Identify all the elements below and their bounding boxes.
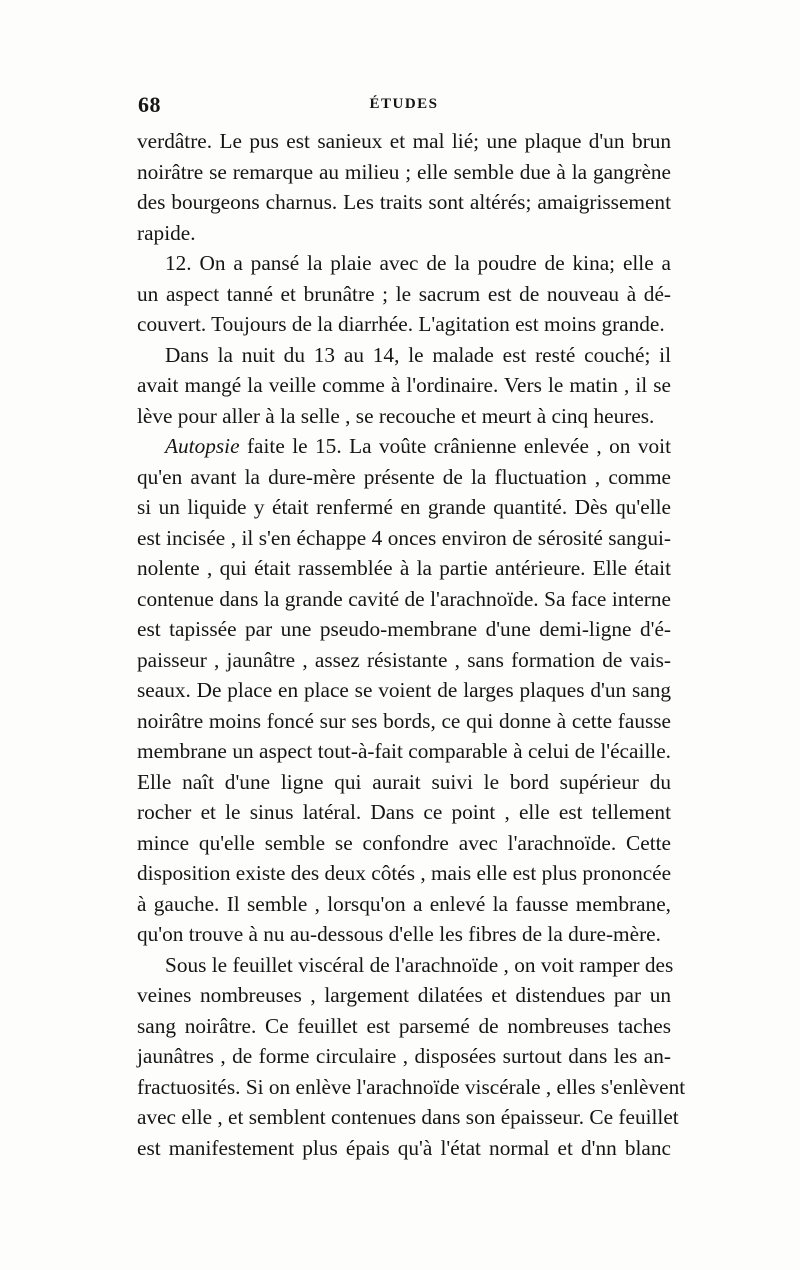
line-text: contenue dans la grande cavité de l'arachnoïde. Sa face interne [137, 586, 671, 611]
text-line [137, 614, 671, 645]
line-text: couvert. Toujours de la diarrhée. L'agitation est moins grande. [137, 312, 665, 336]
text-line [137, 828, 671, 859]
line-text: noirâtre moins foncé sur ses bords, ce qui donne à cette fausse [137, 708, 671, 733]
line-text: faite le 15. La voûte crânienne enlevée , on voit [239, 434, 671, 458]
line-text: rocher et le sinus latéral. Dans ce point , elle est tellement [137, 800, 671, 824]
text-line [137, 218, 671, 249]
line-text: mince qu'elle semble se confondre avec l'arachnoïde. Cette [137, 830, 671, 855]
text-line [137, 675, 671, 706]
text-line [137, 584, 671, 615]
line-text: nolente , qui était rassemblée à la partie antérieure. Elle était [137, 556, 671, 580]
line-text: si un liquide y était renfermé en grande quantité. Dès qu'elle [137, 495, 671, 519]
text-line [137, 340, 671, 371]
text-line [137, 492, 671, 523]
line-text: disposition existe des deux côtés , mais elle est plus prononcée [137, 861, 672, 885]
line-text: verdâtre. Le pus est sanieux et mal lié; une plaque d'un brun [137, 129, 671, 153]
text-line [137, 523, 671, 554]
italic-term: Autopsie [165, 434, 240, 458]
line-text: jaunâtres , de forme circulaire , disposées surtout dans les an- [137, 1044, 671, 1068]
line-text: seaux. De place en place se voient de larges plaques d'un sang [137, 678, 671, 702]
line-text: rapide. [137, 220, 196, 245]
running-title: ÉTUDES [369, 96, 439, 112]
line-text: des bourgeons charnus. Les traits sont altérés; amaigrissement [137, 190, 671, 214]
text-line [137, 187, 671, 218]
line-text: paisseur , jaunâtre , assez résistante , sans formation de vais- [137, 647, 671, 672]
text-line [137, 401, 671, 432]
line-text: Dans la nuit du 13 au 14, le malade est resté couché; il [165, 342, 671, 367]
line-text: membrane un aspect tout-à-fait comparable à celui de l'écaille. [137, 739, 671, 763]
text-line [137, 980, 671, 1011]
line-text: un aspect tanné et brunâtre ; le sacrum est de nouveau à dé- [137, 281, 671, 306]
text-line [137, 919, 671, 950]
line-text: sang noirâtre. Ce feuillet est parsemé de nombreuses taches [137, 1013, 671, 1038]
text-line [137, 309, 671, 340]
line-text: est manifestement plus épais qu'à l'état normal et d'nn blanc [137, 1135, 671, 1160]
line-text: à gauche. Il semble , lorsqu'on a enlevé la fausse membrane, [137, 891, 671, 916]
text-line [137, 1041, 671, 1072]
page-header [138, 92, 670, 122]
text-line [137, 431, 671, 462]
line-text: avait mangé la veille comme à l'ordinaire. Vers le matin , il se [137, 373, 671, 397]
text-line [137, 889, 671, 920]
text-line [137, 645, 671, 676]
text-line [137, 706, 671, 737]
line-text: avec elle , et semblent contenues dans son épaisseur. Ce feuillet [137, 1105, 679, 1129]
line-text: veines nombreuses , largement dilatées et distendues par un [137, 983, 671, 1007]
text-line [137, 157, 671, 188]
line-text: qu'on trouve à nu au-dessous d'elle les fibres de la dure-mère. [137, 922, 661, 946]
line-text: Sous le feuillet viscéral de l'arachnoïde , on voit ramper des [165, 952, 674, 977]
line-text: 12. On a pansé la plaie avec de la poudre de kina; elle a [165, 251, 671, 275]
page-number: 68 [138, 92, 161, 117]
text-line [137, 1072, 686, 1103]
body-text [137, 126, 686, 1163]
text-line [137, 1011, 671, 1042]
text-line [137, 950, 674, 981]
line-text: est tapissée par une pseudo-membrane d'une demi-ligne d'é- [137, 617, 671, 641]
line-text: qu'en avant la dure-mère présente de la fluctuation , comme [137, 464, 671, 489]
text-line [137, 279, 671, 310]
text-line [137, 767, 671, 798]
text-line [137, 462, 671, 493]
text-line [137, 553, 671, 584]
text-line [137, 797, 671, 828]
text-line [137, 248, 671, 279]
line-text: lève pour aller à la selle , se recouche et meurt à cinq heures. [137, 403, 655, 428]
text-line [137, 858, 671, 889]
line-text: fractuosités. Si on enlève l'arachnoïde viscérale , elles s'enlèvent [137, 1074, 686, 1099]
line-text: Elle naît d'une ligne qui aurait suivi le bord supérieur du [137, 769, 671, 794]
text-line [137, 1133, 671, 1164]
text-line [137, 126, 671, 157]
text-line [137, 736, 671, 767]
text-line [137, 1102, 679, 1133]
line-text: est incisée , il s'en échappe 4 onces environ de sérosité sangui- [137, 525, 671, 550]
line-text: noirâtre se remarque au milieu ; elle semble due à la gangrène [137, 159, 671, 184]
text-line [137, 370, 671, 401]
